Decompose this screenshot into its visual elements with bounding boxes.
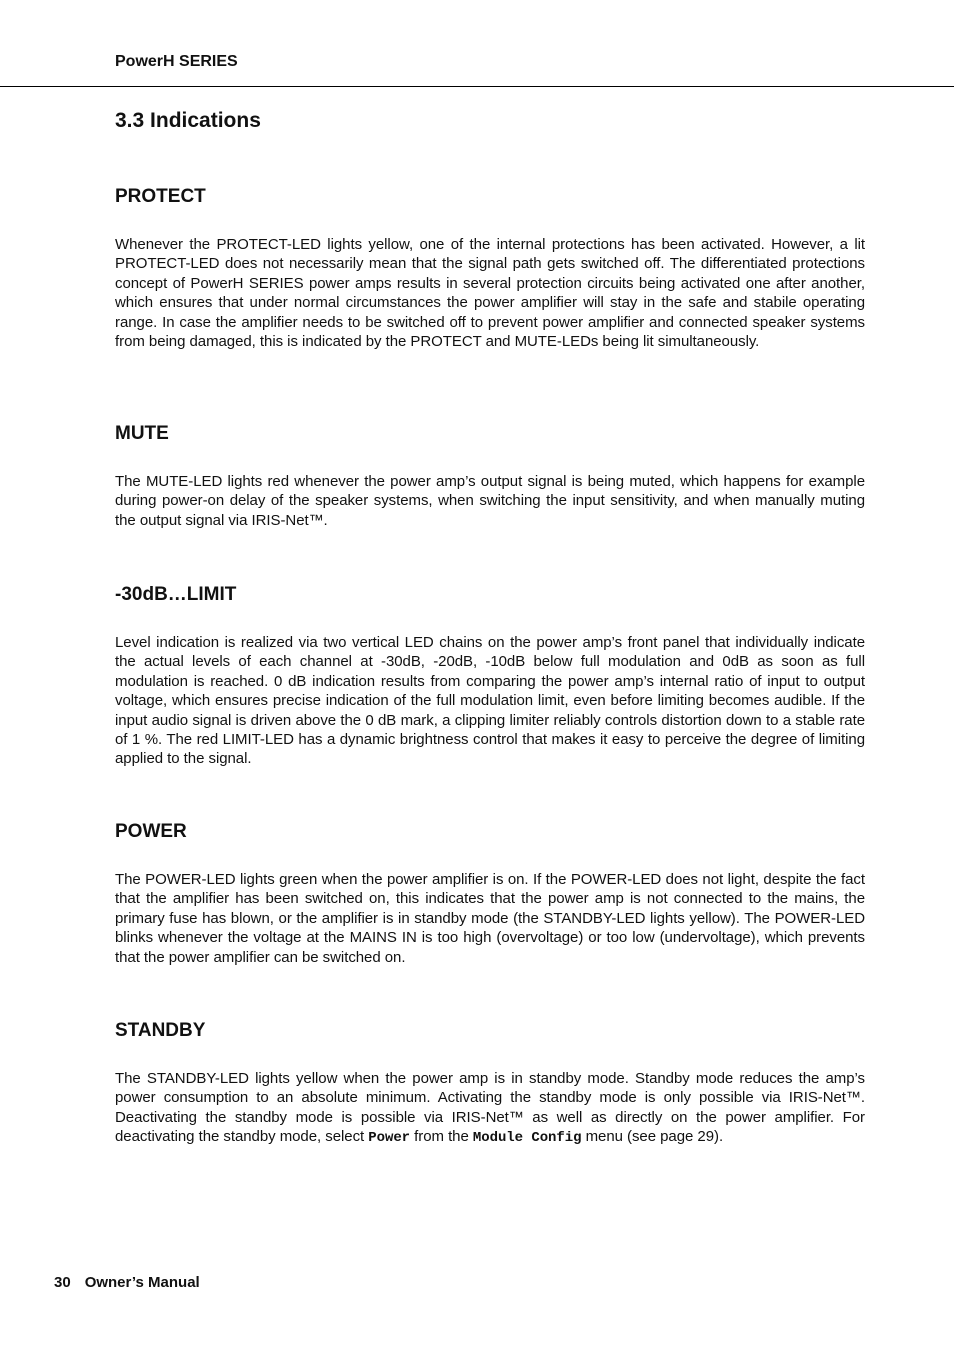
standby-text-1: The STANDBY-LED lights yellow when the power amp is in standby mode. Standby mode reduces the amp’s power consumption to an absolute minimum. Activating the standby mode is only possible via IRIS-Net™. Deactivating the standby mode is possible via IRIS-Net™ as well as directly on the power amplifier. For deactivating the standby mode, select xyxy=(115,1070,865,1146)
standby-text-3: menu (see page 29). xyxy=(581,1128,724,1146)
section-title: 3.3 Indications xyxy=(115,109,261,132)
mute-heading: MUTE xyxy=(115,423,169,444)
power-section xyxy=(115,820,865,967)
limit-body: Level indication is realized via two vertical LED chains on the power amp’s front panel that individually indicate the actual levels of each channel at -30dB, -20dB, -10dB below full modulation and 0dB as soon as full modulation is reached. 0 dB indication results from comparing the power amp’s internal ratio of input to output voltage, which ensures precise indication of the full modulation limit, even before limiting becomes audible. If the input audio signal is driven above the 0 dB mark, a clipping limiter reliably controls distortion down to a stable rate of 1 %. The red LIMIT-LED has a dynamic brightness control that makes it easy to perceive the degree of limiting applied to the signal. xyxy=(115,634,865,768)
mute-body: The MUTE-LED lights red whenever the power amp’s output signal is being muted, which happens for example during power-on delay of the speaker systems, when switching the input sensitivity, and when manually muting the output signal via IRIS-Net™. xyxy=(115,473,865,529)
header-rule xyxy=(0,86,954,87)
power-heading: POWER xyxy=(115,821,187,842)
power-body: The POWER-LED lights green when the power amplifier is on. If the POWER-LED does not light, despite the fact that the amplifier has been switched on, this indicates that the power amp is not connected to the mains, the primary fuse has blown, or the amplifier is in standby mode (the STANDBY-LED lights yellow). The POWER-LED blinks whenever the voltage at the MAINS IN is too high (overvoltage) or too low (undervoltage), which prevents that the power amplifier can be switched on. xyxy=(115,871,865,966)
mute-section xyxy=(115,422,865,530)
protect-section xyxy=(115,185,865,351)
page-number: 30 xyxy=(54,1274,71,1291)
standby-body xyxy=(115,1069,865,1149)
manual-title: Owner’s Manual xyxy=(84,1274,200,1291)
limit-heading: -30dB…LIMIT xyxy=(115,584,237,605)
limit-section xyxy=(115,583,865,769)
standby-section xyxy=(115,1019,865,1149)
standby-heading: STANDBY xyxy=(115,1020,206,1041)
standby-text-2: from the xyxy=(410,1128,473,1146)
code-module-config: Module Config xyxy=(472,1130,582,1147)
protect-heading: PROTECT xyxy=(115,186,206,207)
running-header: PowerH SERIES xyxy=(115,53,238,70)
code-power: Power xyxy=(368,1130,411,1147)
protect-body: Whenever the PROTECT-LED lights yellow, one of the internal protections has been activated. However, a lit PROTECT-LED does not necessarily mean that the signal path gets switched off. The differentiated protections concept of PowerH SERIES power amps results in several protection circuits being activated one after another, which ensures that under normal circumstances the power amplifier will stay in the safe and stabile operating range. In case the amplifier needs to be switched off to prevent power amplifier and connected speaker systems from being damaged, this is indicated by the PROTECT and MUTE-LEDs being lit simultaneously. xyxy=(115,236,865,351)
page-footer xyxy=(54,1274,200,1291)
